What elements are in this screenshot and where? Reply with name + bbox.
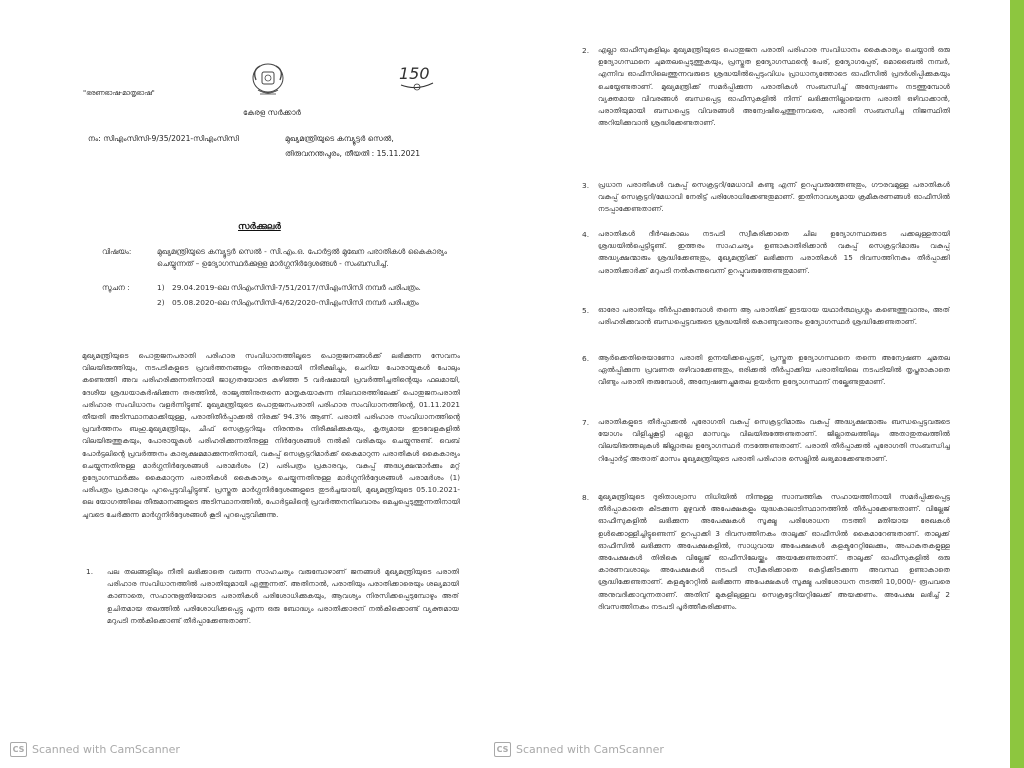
- camscanner-logo-icon: CS: [10, 742, 27, 757]
- item-4-text: പരാതികൾ ദീർഘകാലം നടപടി സ്വീകരിക്കാതെ ചില ഉദ്യോഗസ്ഥരുടെ പക്കലുള്ളതായി ശ്രദ്ധയിൽപ്പെട്ടിട്ടുണ്ട്. ഇത്തരം സാഹചര്യം ഉണ്ടാകാതിരിക്കാൻ വകുപ്പ് സെക്രട്ടറിമാരും വകുപ്പ് അദ്ധ്യക്ഷന്മാരും ശ്രദ്ധിക്കേണ്ടതും, മുഖ്യമന്ത്രിക്ക് ലഭിക്കുന്ന പരാതികൾ 15 ദിവസത്തിനകം തീർപ്പാക്കി പരാതിക്കാർക്ക് മറുപടി നൽകുന്നുവെന്ന് ഉറപ്പുവരുത്തേണ്ടതുമാണ്.: [598, 229, 950, 275]
- issuing-office: മുഖ്യമന്ത്രിയുടെ കമ്പ്യൂട്ടർ സെൽ,: [285, 134, 394, 143]
- camscanner-watermark-right: [494, 742, 664, 757]
- item-2-number: 2.: [582, 46, 590, 55]
- camscanner-logo-icon: CS: [494, 742, 511, 757]
- header-motto: "ഭരണഭാഷ-മാതൃഭാഷ": [83, 89, 155, 97]
- item-4-number: 4.: [582, 230, 590, 239]
- camscanner-text: Scanned with CamScanner: [32, 743, 180, 756]
- circular-title: സർക്കുലർ: [238, 222, 281, 232]
- item-5-text: ഓരോ പരാതിയും തീർപ്പാക്കുമ്പോൾ തന്നെ ആ പരാതിക്ക് ഇടയായ യഥാർത്ഥപ്രശ്നം കണ്ടെത്തുവാനും, അത് പരിഹരിക്കുവാൻ ബന്ധപ്പെട്ടവരുടെ ശ്രദ്ധയിൽ കൊണ്ടുവരാനും ഉദ്യോഗസ്ഥർ ശ്രദ്ധിക്കേണ്ടതാണ്.: [598, 305, 950, 327]
- item-2-text: എല്ലാ ഓഫീസുകളിലും മുഖ്യമന്ത്രിയുടെ പൊതുജന പരാതി പരിഹാര സംവിധാനം കൈകാര്യം ചെയ്യാൻ ഒരു ഉദ്യോഗസ്ഥനെ ചുമതലപ്പെടുത്തുകയും, പ്രസ്തുത ഉദ്യോഗസ്ഥന്റെ പേര്, ഉദ്യോഗപ്പേര്, മൊബൈൽ നമ്പർ, എന്നിവ ഓഫീസിലെത്തുന്നവരുടെ ശ്രദ്ധയിൽപ്പെടുംവിധം പ്രാധാന്യത്തോടെ ഓഫീസിൽ പ്രദർശിപ്പിക്കുകയും ചെയ്യേണ്ടതാണ്. മുഖ്യമന്ത്രിക്ക് സമർപ്പിക്കുന്ന പരാതികൾ സംബന്ധിച്ച് അന്വേഷണം നടത്തുമ്പോൾ വ്യക്തമായ വിവരങ്ങൾ ബന്ധപ്പെട്ട ഓഫീസുകളിൽ നിന്ന് ലഭിക്കുന്നില്ലായെന്ന പരാതി ഒഴിവാക്കാൻ, പരാതിയുമായി ബന്ധപ്പെട്ട വിവരങ്ങൾ അന്വേഷിച്ചെത്തുന്നവരെ, പരാതി സംബന്ധിച്ച നിജസ്ഥിതി അറിയിക്കുവാൻ ശ്രദ്ധിക്കേണ്ടതാണ്.: [598, 45, 950, 128]
- item-6-number: 6.: [582, 354, 590, 363]
- item-6-text: ആർക്കെതിരെയാണോ പരാതി ഉന്നയിക്കപ്പെട്ടത്, പ്രസ്തുത ഉദ്യോഗസ്ഥനെ തന്നെ അന്വേഷണ ചുമതല ഏൽപ്പിക്കുന്ന പ്രവണത ഒഴിവാക്കേണ്ടതും, ഒരിക്കൽ തീർപ്പാക്കിയ പരാതിയിലെ നടപടിയിൽ തൃപ്തരാകാതെ വീണ്ടും പരാതി തരുമ്പോൾ, അന്വേഷണച്ചുമതല ഉയർന്ന ഉദ്യോഗസ്ഥന് നല്കേണ്ടതുമാണ്.: [598, 353, 950, 387]
- reference-number: നം: സിഎംസിസി-9/35/2021-സിഎംസിസി: [88, 134, 239, 143]
- item-3-text: പ്രധാന പരാതികൾ വകുപ്പ് സെക്രട്ടറി/മേധാവി കണ്ടു എന്ന് ഉറപ്പുവരുത്തേണ്ടതും, ഗൗരവമുള്ള പരാതികൾ വകുപ്പ് സെക്രട്ടറി/മേധാവി നേരിട്ട് പരിശോധിക്കേണ്ടതുമാണ്. ഇതിനാവശ്യമായ ക്രമീകരണങ്ങൾ ഓഫീസിൽ നടപ്പാക്കേണ്ടതാണ്.: [598, 180, 950, 214]
- svg-text:150: 150: [399, 64, 430, 83]
- item-3-number: 3.: [582, 181, 590, 190]
- reference-label: സൂചന :: [102, 283, 130, 292]
- anniversary-logo-icon: [397, 57, 437, 93]
- slide-accent-bar: [1010, 0, 1024, 768]
- document-page-right: [490, 0, 1010, 768]
- item-5-number: 5.: [582, 306, 590, 315]
- reference-1-num: 1): [157, 283, 165, 292]
- kerala-emblem-icon: [248, 58, 288, 102]
- camscanner-watermark-left: [10, 742, 180, 757]
- document-page-left: [0, 0, 490, 768]
- item-1-text: പല തലങ്ങളിലും നീതി ലഭിക്കാതെ വരുന്ന സാഹചര്യം വരുമ്പോഴാണ് ജനങ്ങൾ മുഖ്യമന്ത്രിയുടെ പരാതി പരിഹാര സംവിധാനത്തിൽ പരാതിയുമായി എത്തുന്നത്. അതിനാൽ, പരാതിയും പരാതിക്കാരെയും ശല്യമായി കാണാതെ, സഹാനുഭൂതിയോടെ പരാതികൾ പരിശോധിക്കുകയും, ആവശ്യം നിരസിക്കപ്പെടുമ്പോഴും അത് ഉചിതമായ തലത്തിൽ പരിശോധിക്കപ്പെട്ടു എന്ന ഒരു ബോദ്ധ്യം പരാതിക്കാരന് നൽകിക്കൊണ്ട് വ്യക്തമായ മറുപടി നൽകിക്കൊണ്ട് തീർപ്പാക്കേണ്ടതാണ്.: [107, 567, 459, 625]
- reference-1-text: 29.04.2019-ലെ സിഎംസിസി-7/51/2017/സിഎംസിസി നമ്പർ പരിപത്രം.: [172, 283, 421, 292]
- body-paragraph: മുഖ്യമന്ത്രിയുടെ പൊതുജനപരാതി പരിഹാര സംവിധാനത്തിലൂടെ പൊതുജനങ്ങൾക്ക് ലഭിക്കുന്ന സേവനം വിലയിരുത്തിയും, നടപടികളുടെ പ്രവർത്തനങ്ങളും നിരന്തരമായി നിരീക്ഷിച്ചും, ചെറിയ പോരായ്മകൾ പോലും കണ്ടെത്തി അവ പരിഹരിക്കുന്നതിനായി ജാഗ്രതയോടെ കഴിഞ്ഞ 5 വർഷമായി പ്രവർത്തിച്ചതിന്റെയും ഫലമായി, ദേശീയ ശ്രദ്ധയാകർഷിക്കുന്ന തരത്തിൽ, രാജ്യത്തിനുതന്നെ മാതൃകയാകുന്ന നിലവാരത്തിലേക്ക് പൊതുജനപരാതി പരിഹാര സംവിധാനം വളർന്നിട്ടുണ്ട്. മുഖ്യമന്ത്രിയുടെ പൊതുജനപരാതി പരിഹാര സംവിധാനത്തിന്റെ, 01.11.2021 തീയതി അടിസ്ഥാനമാക്കിയുള്ള, പരാതിതീർപ്പാക്കൽ നിരക്ക് 94.3% ആണ്. പരാതി പരിഹാര സംവിധാനത്തിന്റെ പ്രവർത്തനം ബഹു.മുഖ്യമന്ത്രിയും, ചീഫ് സെക്രട്ടറിയും നിരന്തരം നിരീക്ഷിക്കുകയും, കൃത്യമായ ഇടവേളകളിൽ വിലയിരുത്തുകയും, പോരായ്മകൾ പരിഹരിക്കുന്നതിനുള്ള നിർദ്ദേശങ്ങൾ നൽകി വരികയും ചെയ്യുന്നുണ്ട്. വെബ് പോർട്ടലിന്റെ പ്രവർത്തനം കാര്യക്ഷമമാക്കുന്നതിനായി, വകുപ്പ് സെക്രട്ടറിമാർക്ക് കൈമാറുന്ന പരാതികൾ കൈകാര്യം ചെയ്യുന്നതിനുള്ള മാർഗ്ഗനിർദ്ദേശങ്ങൾ പരാമർശം (2) പരിപത്രം പ്രകാരവും, വകുപ്പ് അദ്ധ്യക്ഷന്മാർക്കും മറ്റ് ഉദ്യോഗസ്ഥർക്കും കൈമാറുന്ന പരാതികൾ കൈകാര്യം ചെയ്യുന്നതിനുള്ള മാർഗ്ഗനിർദ്ദേശങ്ങൾ പരാമർശം (1) പരിപത്രം പ്രകാരവും പുറപ്പെടുവിച്ചിട്ടുണ്ട്. പ്രസ്തുത മാർഗ്ഗനിർദ്ദേശങ്ങളുടെ തുടർച്ചയായി, മുഖ്യമന്ത്രിയുടെ 05.10.2021-ലെ യോഗത്തിലെ തീരുമാനങ്ങളുടെ അടിസ്ഥാനത്തിൽ, പോർട്ടലിന്റെ പ്രവർത്തനനിലവാരം മെച്ചപ്പെടുത്തുന്നതിനായി ചുവടെ ചേർക്കുന്ന മാർഗ്ഗനിർദ്ദേശങ്ങൾ കൂടി പുറപ്പെടുവിക്കുന്നു.: [82, 351, 460, 519]
- reference-2-text: 05.08.2020-ലെ സിഎംസിസി-4/62/2020-സിഎംസിസി നമ്പർ പരിപത്രം: [172, 298, 419, 307]
- subject-text: മുഖ്യമന്ത്രിയുടെ കമ്പ്യൂട്ടർ സെൽ - സി.എം.ഒ. പോർട്ടൽ മുഖേന പരാതികൾ കൈകാര്യം ചെയ്യുന്നത് – ഉദ്യോഗസ്ഥർക്കുള്ള മാർഗ്ഗനിർദ്ദേശങ്ങൾ - സംബന്ധിച്ച്.: [157, 247, 447, 268]
- reference-2-num: 2): [157, 298, 165, 307]
- item-8-text: മുഖ്യമന്ത്രിയുടെ ദുരിതാശ്വാസ നിധിയിൽ നിന്നുള്ള സാമ്പത്തിക സഹായത്തിനായി സമർപ്പിക്കപ്പെട്ട തീർപ്പാകാതെ കിടക്കുന്ന മുഴുവൻ അപേക്ഷകളും യുദ്ധകാലാടിസ്ഥാനത്തിൽ തീർപ്പാക്കേണ്ടതാണ്. വില്ലേജ് ഓഫീസുകളിൽ ലഭിക്കുന്ന അപേക്ഷകൾ സൂക്ഷ്മ പരിശോധന നടത്തി മതിയായ രേഖകൾ ഉൾക്കൊള്ളിച്ചിട്ടുണ്ടെന്ന് ഉറപ്പാക്കി 3 ദിവസത്തിനകം താലൂക്ക് ഓഫീസിൽ കൈമാറേണ്ടതാണ്. താലൂക്ക് ഓഫീസിൽ ലഭിക്കുന്ന അപേക്ഷകളിൽ, സാധുവായ അപേക്ഷകൾ കളക്ടറേറ്റിലേക്കും, അപാകതകളുള്ള അപേക്ഷകൾ തിരികെ വില്ലേജ് ഓഫീസിലേയ്ക്കും അയക്കേണ്ടതാണ്. താലൂക്ക് ഓഫീസുകളിൽ ഒരു കാരണവശാലും അപേക്ഷകൾ നടപടി സ്വീകരിക്കാതെ കെട്ടിക്കിടക്കുന്ന അവസ്ഥ ഉണ്ടാകാതെ ശ്രദ്ധിക്കേണ്ടതാണ്. കളക്ടറേറ്റിൽ ലഭിക്കുന്ന അപേക്ഷകൾ സൂക്ഷ്മ പരിശോധന നടത്തി 10,000/- രൂപവരെ അനുവദിക്കാവുന്നതാണ്. അതിന് മുകളിലുള്ളവ സെക്രട്ടേറിയറ്റിലേക്ക് അയക്കണം. അപേക്ഷ ലഭിച്ച് 2 ദിവസത്തിനകം നടപടി പൂർത്തീകരിക്കണം.: [598, 492, 950, 611]
- camscanner-text: Scanned with CamScanner: [516, 743, 664, 756]
- item-7-number: 7.: [582, 418, 590, 427]
- item-8-number: 8.: [582, 493, 590, 502]
- item-7-text: പരാതികളുടെ തീർപ്പാക്കൽ പുരോഗതി വകുപ്പ് സെക്രട്ടറിമാരും വകുപ്പ് അദ്ധ്യക്ഷന്മാരും ബന്ധപ്പെട്ടവരുടെ യോഗം വിളിച്ചുകൂട്ടി എല്ലാ മാസവും വിലയിരുത്തേണ്ടതാണ്. ജില്ലാതലത്തിലും അതാതുതലത്തിൽ വിലയിരുത്തലുകൾ ജില്ലാതല ഉദ്യോഗസ്ഥർ നടത്തേണ്ടതാണ്. പരാതി തീർപ്പാക്കൽ പുരോഗതി സംബന്ധിച്ച റിപ്പോർട്ട് അതാത് മാസം മുഖ്യമന്ത്രിയുടെ പരാതി പരിഹാര സെല്ലിൽ ലഭ്യമാക്കേണ്ടതാണ്.: [598, 417, 950, 463]
- government-name: കേരള സർക്കാർ: [243, 108, 301, 117]
- subject-label: വിഷയം:: [102, 247, 132, 256]
- item-1-number: 1.: [86, 567, 94, 576]
- place-date: തിരുവനന്തപുരം, തീയതി : 15.11.2021: [285, 149, 421, 158]
